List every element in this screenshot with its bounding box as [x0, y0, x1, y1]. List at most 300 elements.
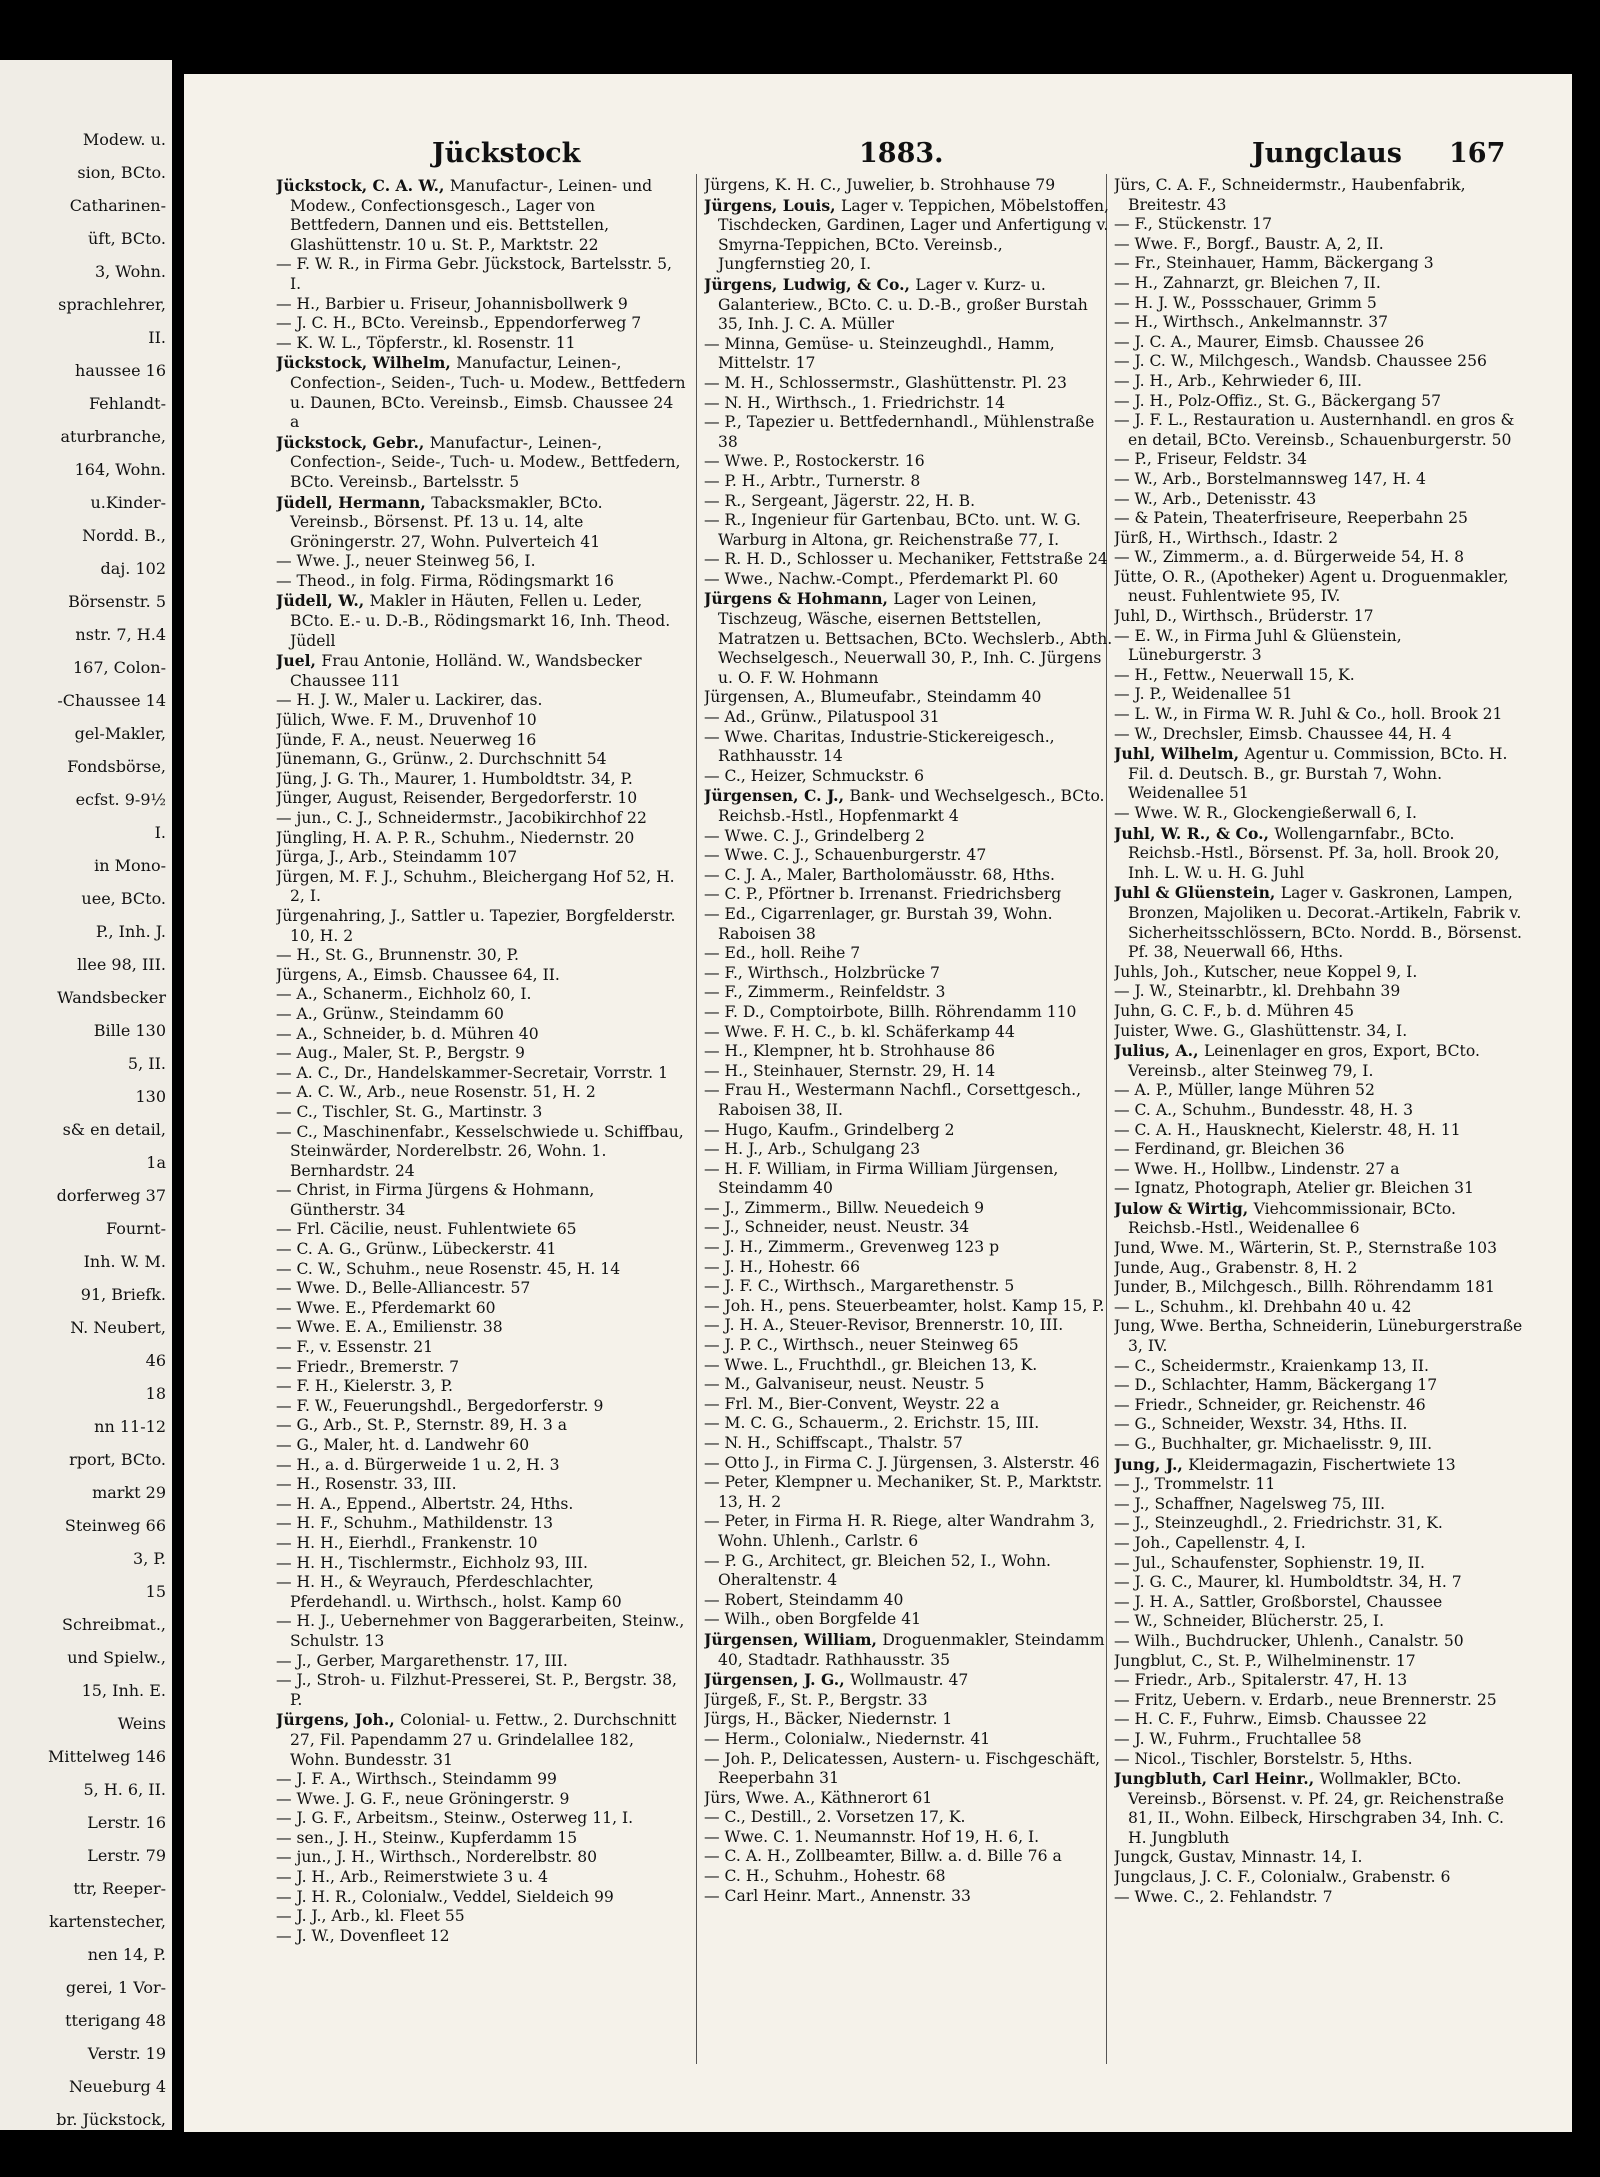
entry-text: — H. H., & Weyrauch, Pferdeschlachter, Pferdehandl. u. Wirthsch., holst. Kamp 60	[276, 1573, 622, 1611]
entry-name: Jürgens & Hohmann,	[704, 589, 894, 609]
entry-text: — Robert, Steindamm 40	[704, 1590, 904, 1609]
directory-entry	[1114, 1848, 1524, 1868]
prev-page-line: 167, Colon-	[72, 658, 166, 677]
entry-text: — C., Maschinenfabr., Kesselschwiede u. Schiffbau, Steinwärder, Norderelbstr. 26, Wohn. 1. Bernhardstr. 24	[276, 1122, 684, 1180]
entry-text: Wollengarnfabr., BCto. Reichsb.-Hstl., Börsenst. Pf. 3a, holl. Brook 20, Inh. L. W. u. H. G. Juhl	[1128, 824, 1500, 882]
entry-text: Juhls, Joh., Kutscher, neue Koppel 9, I.	[1114, 962, 1418, 981]
entry-text: — F. W. R., in Firma Gebr. Jückstock, Bartelsstr. 5, I.	[276, 255, 673, 293]
directory-entry	[1114, 1435, 1524, 1455]
directory-entry	[704, 846, 1114, 866]
directory-entry	[1114, 490, 1524, 510]
entry-text: Jürs, C. A. F., Schneidermstr., Haubenfabrik, Breitestr. 43	[1114, 176, 1466, 214]
directory-entry	[704, 589, 1114, 688]
entry-text: — Joh., Capellenstr. 4, I.	[1114, 1533, 1306, 1552]
entry-text: Jürgensen, A., Blumeufabr., Steindamm 40	[704, 688, 1042, 707]
directory-entry	[704, 1160, 1114, 1199]
entry-text: Lager v. Teppichen, Möbelstoffen, Tischdecken, Gardinen, Lager und Anfertigung v. Smyrna-Teppichen, BCto. Vereinsb., Jungfernstieg 20, I.	[718, 196, 1109, 274]
entry-text: — J., Trommelstr. 11	[1114, 1475, 1276, 1494]
directory-entry	[704, 1750, 1114, 1789]
entry-text: — Wwe. E. A., Emilienstr. 38	[276, 1318, 503, 1337]
entry-text: Jungblut, C., St. P., Wilhelminenstr. 17	[1114, 1651, 1416, 1670]
directory-entry	[1114, 568, 1524, 607]
entry-text: — H. J. W., Maler u. Lackirer, das.	[276, 691, 543, 710]
prev-page-line: aturbranche,	[60, 427, 166, 446]
directory-entry	[1114, 1730, 1524, 1750]
entry-text: — Frl. Cäcilie, neust. Fuhlentwiete 65	[276, 1220, 577, 1239]
prev-page-line: 3, Wohn.	[94, 262, 166, 281]
directory-entry	[1114, 1593, 1524, 1613]
entry-text: — J. W., Fuhrm., Fruchtallee 58	[1114, 1729, 1362, 1748]
entry-text: — Fr., Steinhauer, Hamm, Bäckergang 3	[1114, 254, 1434, 273]
prev-page-line: Nordd. B.,	[82, 526, 166, 545]
prev-page-line: markt 29	[92, 1483, 166, 1502]
entry-text: — Otto J., in Firma C. J. Jürgensen, 3. Alsterstr. 46	[704, 1453, 1100, 1472]
prev-page-line: 164, Wohn.	[74, 460, 166, 479]
directory-entry	[704, 1414, 1114, 1434]
entry-text: — J. H., Arb., Reimerstwiete 3 u. 4	[276, 1868, 549, 1887]
prev-page-line: 18	[145, 1384, 166, 1403]
prev-page-line: Modew. u.	[82, 130, 166, 149]
entry-text: — A. C. W., Arb., neue Rosenstr. 51, H. 2	[276, 1083, 596, 1102]
prev-page-line: nstr. 7, H.4	[75, 625, 166, 644]
directory-entry	[704, 983, 1114, 1003]
entry-text: — C. J. A., Maler, Bartholomäusstr. 68, Hths.	[704, 865, 1056, 884]
directory-entry	[276, 731, 686, 751]
entry-text: — R., Ingenieur für Gartenbau, BCto. unt. W. G. Warburg in Altona, gr. Reichenstraße 77, I.	[704, 511, 1081, 549]
directory-entry	[704, 1258, 1114, 1278]
entry-text: Jüngling, H. A. P. R., Schuhm., Niedernstr. 20	[276, 828, 635, 847]
entry-text: Viehcommissionair, BCto. Reichsb.-Hstl., Weidenallee 6	[1128, 1199, 1456, 1238]
entry-name: Jürgensen, J. G.,	[704, 1670, 851, 1690]
directory-entry	[704, 1297, 1114, 1317]
directory-entry	[276, 1790, 686, 1810]
prev-page-line: nn 11-12	[94, 1417, 166, 1436]
directory-entry	[704, 1630, 1114, 1670]
entry-text: — Ignatz, Photograph, Atelier gr. Bleichen 31	[1114, 1179, 1474, 1198]
entry-text: — L., Schuhm., kl. Drehbahn 40 u. 42	[1114, 1297, 1412, 1316]
directory-entry	[1114, 352, 1524, 372]
entry-text: — H. A., Eppend., Albertstr. 24, Hths.	[276, 1494, 574, 1513]
entry-name: Juel,	[276, 651, 322, 671]
entry-text: — H. J. W., Possschauer, Grimm 5	[1114, 293, 1377, 312]
directory-entry	[704, 1023, 1114, 1043]
entry-text: — H. H., Eierhdl., Frankenstr. 10	[276, 1533, 538, 1552]
entry-text: — H., Wirthsch., Ankelmannstr. 37	[1114, 313, 1389, 332]
directory-entry	[1114, 1888, 1524, 1908]
directory-entry	[1114, 509, 1524, 529]
directory-entry	[276, 1475, 686, 1495]
directory-entry	[276, 1534, 686, 1554]
directory-entry	[704, 472, 1114, 492]
entry-text: — J. C. H., BCto. Vereinsb., Eppendorferweg 7	[276, 314, 642, 333]
prev-page-line: ecfst. 9-9½	[75, 790, 166, 809]
directory-entry	[276, 591, 686, 651]
entry-text: — J. F. C., Wirthsch., Margarethenstr. 5	[704, 1277, 1015, 1296]
entry-text: — G., Buchhalter, gr. Michaelisstr. 9, III.	[1114, 1435, 1433, 1453]
directory-entry	[704, 176, 1114, 196]
entry-text: — C. P., Pförtner b. Irrenanst. Friedrichsberg	[704, 885, 1062, 904]
prev-page-line: gerei, 1 Vor-	[65, 1978, 166, 1997]
entry-text: — Wwe. D., Belle-Alliancestr. 57	[276, 1279, 531, 1298]
directory-entry	[1114, 1357, 1524, 1377]
entry-text: — A., Schanerm., Eichholz 60, I.	[276, 985, 532, 1004]
directory-entry	[1114, 725, 1524, 745]
directory-entry	[276, 966, 686, 986]
directory-entry	[276, 1083, 686, 1103]
entry-text: — Wilh., oben Borgfelde 41	[704, 1610, 922, 1629]
entry-text: Colonial- u. Fettw., 2. Durchschnitt 27, Fil. Papendamm 27 u. Grindelallee 182, Wohn. Bundesstr. 31	[290, 1711, 677, 1769]
previous-page-edge	[0, 60, 172, 2130]
entry-text: — J. J., Arb., kl. Fleet 55	[276, 1907, 465, 1926]
entry-text: — J. H., Zimmerm., Grevenweg 123 p	[704, 1238, 1000, 1257]
entry-text: — & Patein, Theaterfriseure, Reeperbahn 25	[1114, 509, 1468, 528]
entry-text: — Frl. M., Bier-Convent, Weystr. 22 a	[704, 1394, 1000, 1413]
directory-entry	[704, 905, 1114, 944]
entry-text: — N. H., Schiffscapt., Thalstr. 57	[704, 1434, 963, 1452]
entry-text: Lager v. Kurz- u. Galanteriew., BCto. C. u. D.-B., großer Burstah 35, Inh. J. C. A. Müller	[718, 275, 1088, 334]
directory-entry	[1114, 1514, 1524, 1534]
entry-text: Manufactur-, Leinen-, Confection-, Seide-, Tuch- u. Modew., Bettfedern, BCto. Vereinsb., Bartelsstr. 5	[290, 433, 681, 491]
entry-name: Julow & Wirtig,	[1114, 1198, 1254, 1218]
directory-entry	[276, 1260, 686, 1280]
directory-entry	[276, 907, 686, 946]
directory-entry	[276, 829, 686, 849]
entry-text: — J. H. A., Steuer-Revisor, Brennerstr. 10, III.	[704, 1316, 1064, 1335]
directory-entry	[1114, 1179, 1524, 1199]
entry-text: — jun., J. H., Wirthsch., Norderelbstr. 80	[276, 1848, 598, 1867]
entry-text: — H. F., Schuhm., Mathildenstr. 13	[276, 1514, 554, 1533]
directory-entry	[1114, 1475, 1524, 1495]
directory-entry	[704, 1847, 1114, 1867]
entry-text: — J. G. F., Arbeitsm., Steinw., Osterweg 11, I.	[276, 1809, 634, 1828]
entry-text: — Christ, in Firma Jürgens & Hohmann, Güntherstr. 34	[276, 1181, 595, 1219]
entry-text: — P. G., Architect, gr. Bleichen 52, I., Wohn. Oheraltenstr. 4	[704, 1551, 1051, 1590]
prev-page-line: und Spielw.,	[67, 1648, 166, 1667]
directory-entry	[704, 1395, 1114, 1415]
prev-page-line: gel-Makler,	[74, 724, 166, 743]
entry-text: — Joh. P., Delicatessen, Austern- u. Fischgeschäft, Reeperbahn 31	[704, 1749, 1101, 1788]
entry-text: Bank- und Wechselgesch., BCto. Reichsb.-Hstl., Hopfenmarkt 4	[718, 787, 1105, 825]
entry-text: — Wwe. H., Hollbw., Lindenstr. 27 a	[1114, 1159, 1400, 1178]
directory-entry	[276, 691, 686, 711]
prev-page-line: üft, BCto.	[88, 229, 166, 248]
directory-entry	[1114, 1652, 1524, 1672]
directory-entry	[276, 334, 686, 354]
prev-page-line: Fehlandt-	[88, 394, 166, 413]
entry-text: — M. C. G., Schauerm., 2. Erichstr. 15, III.	[704, 1414, 1040, 1433]
entry-text: — D., Schlachter, Hamm, Bäckergang 17	[1114, 1376, 1438, 1395]
directory-entry	[276, 1416, 686, 1436]
directory-entry	[1114, 333, 1524, 353]
entry-text: Lager v. Gaskronen, Lampen, Bronzen, Majoliken u. Decorat.-Artikeln, Fabrik v. Sicherheitsschlössern, BCto. Nordd. B., Börsenst. Pf. 38, Neuerwall 66, Hths.	[1128, 884, 1522, 962]
entry-text: — A., Grünw., Steindamm 60	[276, 1004, 504, 1023]
prev-page-line: Mittelweg 146	[48, 1747, 166, 1766]
entry-text: Jürgens, K. H. C., Juwelier, b. Strohhause 79	[704, 176, 1056, 194]
directory-entry	[704, 1199, 1114, 1219]
entry-text: Jülich, Wwe. F. M., Druvenhof 10	[276, 711, 537, 730]
entry-name: Juhl, W. R., & Co.,	[1114, 823, 1275, 843]
directory-entry	[704, 866, 1114, 886]
prev-page-line: Fondsbörse,	[67, 757, 166, 776]
prev-page-line: 46	[145, 1351, 166, 1370]
directory-entry	[276, 552, 686, 572]
entry-text: — L. W., in Firma W. R. Juhl & Co., holl. Brook 21	[1114, 705, 1503, 724]
directory-entry	[276, 985, 686, 1005]
prev-page-line: 3, P.	[133, 1549, 166, 1568]
directory-entry	[276, 1338, 686, 1358]
directory-entry	[1114, 1573, 1524, 1593]
entry-name: Juhl, Wilhelm,	[1114, 744, 1245, 764]
entry-name: Jürgens, Joh.,	[276, 1710, 401, 1730]
column-2	[704, 176, 1114, 2116]
directory-entry	[704, 1434, 1114, 1454]
directory-entry	[1114, 411, 1524, 450]
entry-text: Wollmaustr. 47	[850, 1671, 969, 1690]
directory-entry	[276, 1436, 686, 1456]
directory-entry	[276, 1652, 686, 1672]
entry-text: — H. J., Uebernehmer von Baggerarbeiten, Steinw., Schulstr. 13	[276, 1612, 685, 1650]
entry-name: Juhl & Glüenstein,	[1114, 883, 1281, 903]
directory-entry	[704, 885, 1114, 905]
entry-name: Jürgensen, William,	[704, 1629, 883, 1649]
directory-entry	[1114, 1298, 1524, 1318]
prev-page-line: br. Jückstock,	[56, 2110, 166, 2129]
directory-entry	[276, 1456, 686, 1476]
entry-text: Jürß, H., Wirthsch., Idastr. 2	[1114, 528, 1338, 547]
directory-entry	[704, 1316, 1114, 1336]
directory-entry	[276, 433, 686, 493]
directory-entry	[276, 1044, 686, 1064]
prev-page-line: uee, BCto.	[81, 889, 166, 908]
directory-entry	[1114, 1278, 1524, 1298]
entry-text: — Peter, in Firma H. R. Riege, alter Wandrahm 3, Wohn. Uhlenh., Carlstr. 6	[704, 1512, 1095, 1550]
prev-page-line: 91, Briefk.	[80, 1285, 166, 1304]
entry-text: — Fritz, Uebern. v. Erdarb., neue Brennerstr. 25	[1114, 1690, 1497, 1709]
prev-page-line: ttr, Reeper-	[73, 1879, 166, 1898]
prev-page-line: haussee 16	[75, 361, 166, 380]
directory-entry	[704, 1003, 1114, 1023]
directory-entry	[704, 413, 1114, 452]
entry-text: — Wwe., Nachw.-Compt., Pferdemarkt Pl. 60	[704, 569, 1059, 588]
directory-entry	[704, 492, 1114, 512]
entry-text: — J., Steinzeughdl., 2. Friedrichstr. 31, K.	[1114, 1514, 1443, 1533]
directory-entry	[1114, 627, 1524, 666]
entry-name: Jüdell, Hermann,	[276, 492, 432, 512]
entry-text: Juister, Wwe. G., Glashüttenstr. 34, I.	[1114, 1021, 1408, 1040]
prev-page-line: Neueburg 4	[69, 2077, 166, 2096]
entry-text: — J., Gerber, Margarethenstr. 17, III.	[276, 1651, 568, 1670]
prev-page-line: P., Inh. J.	[95, 922, 166, 941]
directory-entry	[704, 1710, 1114, 1730]
entry-text: — F., v. Essenstr. 21	[276, 1338, 434, 1357]
directory-entry	[276, 711, 686, 731]
entry-name: Jungbluth, Carl Heinr.,	[1114, 1769, 1320, 1789]
entry-text: Agentur u. Commission, BCto. H. Fil. d. Deutsch. B., gr. Burstah 7, Wohn. Weidenallee 51	[1128, 745, 1508, 803]
entry-text: Jürs, Wwe. A., Käthnerort 61	[704, 1788, 933, 1807]
entry-text: — Wwe. F. H. C., b. kl. Schäferkamp 44	[704, 1022, 1015, 1041]
column-divider	[696, 174, 697, 2064]
entry-text: — H. F. William, in Firma William Jürgensen, Steindamm 40	[704, 1159, 1059, 1198]
directory-entry	[1114, 1199, 1524, 1239]
column-1	[276, 176, 686, 2116]
directory-entry	[1114, 529, 1524, 549]
entry-text: — J. F. A., Wirthsch., Steindamm 99	[276, 1770, 557, 1789]
entry-text: Wollmakler, BCto. Vereinsb., Börsenst. v. Pf. 24, gr. Reichenstraße 81, II., Wohn. Eilbeck, Hirschgraben 34, Inh. C. H. Jungbluth	[1128, 1770, 1504, 1847]
entry-text: — J. C. A., Maurer, Eimsb. Chaussee 26	[1114, 332, 1425, 351]
directory-entry	[1114, 1632, 1524, 1652]
directory-entry	[1114, 824, 1524, 884]
entry-text: — Wwe. J., neuer Steinweg 56, I.	[276, 552, 536, 571]
entry-text: — J. G. C., Maurer, kl. Humboldtstr. 34, H. 7	[1114, 1573, 1462, 1592]
directory-entry	[1114, 1081, 1524, 1101]
directory-entry	[276, 1554, 686, 1574]
entry-text: — A. P., Müller, lange Mühren 52	[1114, 1081, 1375, 1100]
entry-text: — jun., C. J., Schneidermstr., Jacobikirchhof 22	[276, 809, 647, 827]
entry-text: Jürgenahring, J., Sattler u. Tapezier, Borgfelderstr. 10, H. 2	[276, 906, 676, 945]
directory-entry	[1114, 963, 1524, 983]
directory-entry	[1114, 1022, 1524, 1042]
entry-text: — Herm., Colonialw., Niedernstr. 41	[704, 1729, 991, 1748]
entry-text: — Ed., Cigarrenlager, gr. Burstah 39, Wohn. Raboisen 38	[704, 904, 1053, 943]
header-right-keyword: Jungclaus	[1252, 138, 1402, 169]
entry-name: Jüdell, W.,	[276, 591, 370, 611]
entry-text: — G., Arb., St. P., Sternstr. 89, H. 3 a	[276, 1416, 567, 1435]
directory-entry	[276, 314, 686, 334]
directory-entry	[1114, 1317, 1524, 1356]
directory-entry	[276, 1495, 686, 1515]
prev-page-line: llee 98, III.	[77, 955, 166, 974]
directory-entry	[704, 1238, 1114, 1258]
entry-text: — Friedr., Arb., Spitalerstr. 47, H. 13	[1114, 1671, 1408, 1690]
directory-entry	[276, 1005, 686, 1025]
entry-text: — Jul., Schaufenster, Sophienstr. 19, II.	[1114, 1553, 1426, 1572]
directory-entry	[276, 1848, 686, 1868]
prev-page-line: N. Neubert,	[70, 1318, 166, 1337]
directory-entry	[1114, 1691, 1524, 1711]
entry-text: — G., Maler, ht. d. Landwehr 60	[276, 1436, 530, 1454]
book-spine	[172, 0, 184, 2177]
entry-text: — Ad., Grünw., Pilatuspool 31	[704, 708, 940, 727]
directory-entry	[276, 1809, 686, 1829]
entry-name: Jung, J.,	[1114, 1454, 1189, 1474]
entry-text: — Ferdinand, gr. Bleichen 36	[1114, 1140, 1345, 1159]
directory-entry	[1114, 685, 1524, 705]
entry-text: — P., Tapezier u. Bettfedernhandl., Mühlenstraße 38	[704, 413, 1095, 451]
directory-entry	[276, 868, 686, 907]
entry-text: — H. H., Tischlermstr., Eichholz 93, III.	[276, 1553, 588, 1572]
entry-text: — G., Schneider, Wexstr. 34, Hths. II.	[1114, 1415, 1408, 1434]
directory-entry	[1114, 1534, 1524, 1554]
entry-text: Jürgens, A., Eimsb. Chaussee 64, II.	[276, 965, 560, 984]
entry-text: — W., Arb., Borstelmannsweg 147, H. 4	[1114, 469, 1426, 488]
entry-text: — H., Barbier u. Friseur, Johannisbollwerk 9	[276, 294, 628, 313]
directory-entry	[704, 1670, 1114, 1691]
directory-entry	[1114, 1160, 1524, 1180]
entry-text: Junder, B., Milchgesch., Billh. Röhrendamm 181	[1114, 1278, 1495, 1297]
directory-entry	[276, 176, 686, 255]
entry-text: — J. C. W., Milchgesch., Wandsb. Chaussee 256	[1114, 352, 1487, 371]
prev-page-line: u.Kinder-	[90, 493, 166, 512]
directory-entry	[704, 728, 1114, 767]
directory-entry	[704, 1140, 1114, 1160]
directory-entry	[704, 1473, 1114, 1512]
directory-entry	[1114, 666, 1524, 686]
directory-entry	[704, 550, 1114, 570]
entry-text: — C. A., Schuhm., Bundesstr. 48, H. 3	[1114, 1100, 1414, 1119]
directory-entry	[704, 708, 1114, 728]
entry-text: — H., Klempner, ht b. Strohhause 86	[704, 1042, 995, 1061]
directory-entry	[704, 1356, 1114, 1376]
entry-text: — Carl Heinr. Mart., Annenstr. 33	[704, 1886, 971, 1905]
prev-page-line: s& en detail,	[62, 1120, 166, 1139]
entry-text: — A., Schneider, b. d. Mühren 40	[276, 1024, 539, 1043]
entry-text: — C., Heizer, Schmuckstr. 6	[704, 766, 925, 785]
prev-page-line: nen 14, P.	[87, 1945, 166, 1964]
directory-entry	[1114, 294, 1524, 314]
directory-entry	[1114, 883, 1524, 962]
entry-text: — N. H., Wirthsch., 1. Friedrichstr. 14	[704, 393, 1006, 412]
directory-entry	[276, 1671, 686, 1710]
directory-entry	[1114, 744, 1524, 804]
entry-text: — J., Schneider, neust. Neustr. 34	[704, 1218, 970, 1237]
directory-entry	[276, 1240, 686, 1260]
entry-text: — Wwe. Charitas, Industrie-Stickereigesch., Rathhausstr. 14	[704, 727, 1055, 766]
directory-entry	[1114, 392, 1524, 412]
directory-entry	[704, 1610, 1114, 1630]
directory-entry	[1114, 705, 1524, 725]
directory-entry	[276, 1299, 686, 1319]
prev-page-line: Schreibmat.,	[61, 1615, 166, 1634]
directory-entry	[1114, 1671, 1524, 1691]
entry-text: Jünde, F. A., neust. Neuerweg 16	[276, 730, 537, 749]
directory-entry	[276, 1612, 686, 1651]
entry-text: — Friedr., Schneider, gr. Reichenstr. 46	[1114, 1395, 1426, 1414]
entry-text: — Wilh., Buchdrucker, Uhlenh., Canalstr. 50	[1114, 1631, 1464, 1650]
entry-text: — Wwe. L., Fruchthdl., gr. Bleichen 13, K.	[704, 1355, 1038, 1374]
prev-page-line: daj. 102	[100, 559, 166, 578]
directory-entry	[704, 1828, 1114, 1848]
directory-entry	[1114, 1455, 1524, 1476]
directory-entry	[1114, 450, 1524, 470]
entry-text: — F., Zimmerm., Reinfeldstr. 3	[704, 983, 946, 1002]
entry-text: Frau Antonie, Holländ. W., Wandsbecker Chaussee 111	[290, 652, 642, 690]
directory-entry	[704, 944, 1114, 964]
entry-text: — K. W. L., Töpferstr., kl. Rosenstr. 11	[276, 333, 576, 352]
entry-text: — W., Zimmerm., a. d. Bürgerweide 54, H. 8	[1114, 548, 1465, 567]
directory-entry	[1114, 1710, 1524, 1730]
directory-entry	[276, 295, 686, 315]
directory-entry	[276, 255, 686, 294]
entry-text: — Wwe. W. R., Glockengießerwall 6, I.	[1114, 804, 1418, 822]
directory-entry	[276, 770, 686, 790]
entry-text: — Ed., holl. Reihe 7	[704, 944, 861, 963]
directory-entry	[1114, 235, 1524, 255]
directory-entry	[704, 1730, 1114, 1750]
directory-entry	[1114, 1239, 1524, 1259]
entry-text: Manufactur-, Leinen- und Modew., Confectionsgesch., Lager von Bettfedern, Dannen und eis. Bettstellen, Glashüttenstr. 10 u. St. P., Marktstr. 22	[290, 177, 653, 254]
prev-page-line: Bille 130	[93, 1021, 166, 1040]
entry-text: Jungclaus, J. C. F., Colonialw., Grabenstr. 6	[1114, 1868, 1451, 1887]
directory-entry	[704, 196, 1114, 275]
directory-entry	[276, 1514, 686, 1534]
directory-entry	[1114, 1396, 1524, 1416]
directory-entry	[276, 1025, 686, 1045]
prev-page-line: Steinweg 66	[64, 1516, 166, 1535]
directory-entry	[1114, 254, 1524, 274]
entry-text: — C. A. H., Zollbeamter, Billw. a. d. Bille 76 a	[704, 1847, 1062, 1866]
entry-text: — M., Galvaniseur, neust. Neustr. 5	[704, 1375, 985, 1394]
entry-text: — H. C. F., Fuhrw., Eimsb. Chaussee 22	[1114, 1710, 1427, 1729]
